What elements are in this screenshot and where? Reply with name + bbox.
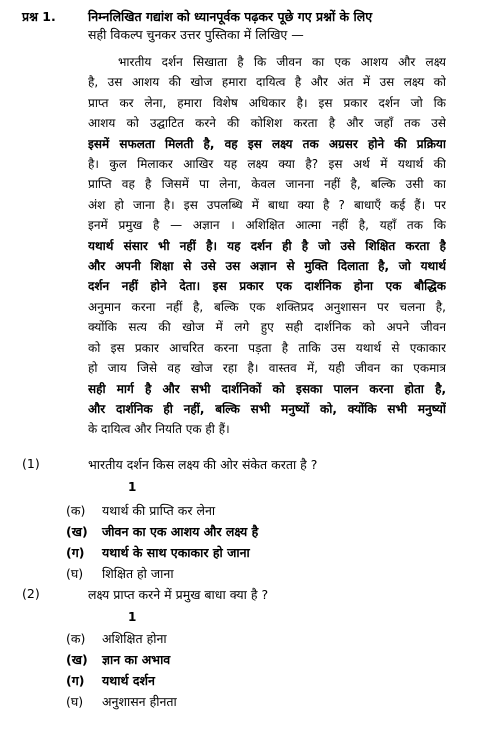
marks: 1: [128, 610, 137, 624]
option-text: जीवन का एक आशय और लक्ष्य है: [102, 524, 259, 539]
option-label: (ख): [66, 652, 88, 667]
option-text: यथार्थ के साथ एकाकार हो जाना: [102, 545, 250, 560]
option-text: यथार्थ की प्राप्ति कर लेना: [102, 503, 216, 518]
passage-line: आशय को उद्घाटित करने की कोशिश करता है और जहाँ तक उसे: [88, 116, 446, 131]
passage-line: है, उस आशय की खोज हमारा दायित्व है और अंत में उस लक्ष्य को: [88, 75, 446, 90]
option-1-ga[interactable]: [66, 544, 250, 561]
question-number: प्रश्न 1.: [22, 9, 56, 24]
option-1-ka[interactable]: [66, 502, 215, 519]
option-label: (घ): [66, 566, 84, 581]
passage-line: है। कुल मिलाकर आखिर यह लक्ष्य क्या है? इस अर्थ में यथार्थ की: [88, 157, 446, 172]
passage-line: क्योंकि सत्य की खोज में लगे हुए सही दार्शनिक को अपने जीवन: [88, 320, 446, 335]
option-2-gha[interactable]: [66, 693, 177, 710]
passage-line: अनुमान करना नहीं है, बल्कि एक शक्तिप्रद अनुशासन पर चलना है,: [88, 299, 446, 314]
option-1-kha[interactable]: [66, 523, 258, 540]
option-label: (ख): [66, 524, 88, 539]
passage-line: प्राप्त कर लेना, हमारा विशेष अधिकार है। इस प्रकार दर्शन जो कि: [88, 95, 446, 110]
option-label: (क): [66, 631, 86, 646]
passage-line: को इस प्रकार आचरित करना पड़ता है ताकि उस यथार्थ से एकाकार: [88, 340, 446, 355]
question-header: [22, 8, 468, 44]
option-text: अशिक्षित होना: [102, 631, 167, 646]
passage-line: इनमें प्रमुख है — अज्ञान । अशिक्षित आत्मा नहीं है, यहाँ तक कि: [88, 218, 446, 233]
passage-line: इसमें सफलता मिलती है, वह इस लक्ष्य तक अग्रसर होने की प्रक्रिया: [88, 136, 446, 151]
option-label: (ग): [66, 545, 85, 560]
option-text: शिक्षित हो जाना: [102, 566, 174, 581]
passage-line: भारतीय दर्शन सिखाता है कि जीवन का एक आशय और लक्ष्य: [118, 55, 446, 69]
option-label: (घ): [66, 694, 84, 709]
option-2-ka[interactable]: [66, 630, 167, 647]
passage-line: प्राप्ति वह है जिसमें पा लेना, केवल जानना नहीं है, बल्कि उसी का: [88, 177, 446, 192]
passage-line: अंश हो जाना है। इस उपलब्धि में बाधा क्या है ? बाधाएँ कई हैं। पर: [88, 197, 446, 212]
option-2-ga[interactable]: [66, 672, 155, 689]
option-text: अनुशासन हीनता: [102, 694, 177, 709]
passage-line: दर्शन नहीं होने देता। इस प्रकार एक दार्शनिक होना एक बौद्धिक: [88, 279, 446, 294]
passage-line: हो जाय जिसे वह खोज रहा है। वास्तव में, यही जीवन का एकमात्र: [88, 361, 446, 376]
passage: [88, 52, 446, 440]
passage-line: सही मार्ग है और सभी दार्शनिकों को इसका पालन करना होता है,: [88, 381, 446, 396]
sub-question-text: भारतीय दर्शन किस लक्ष्य की ओर संकेत करता है ?: [88, 457, 318, 472]
marks: 1: [128, 480, 137, 494]
instruction-line-1: निम्नलिखित गद्यांश को ध्यानपूर्वक पढ़कर पूछे गए प्रश्नों के लिए: [88, 9, 373, 24]
option-text: यथार्थ दर्शन: [102, 673, 155, 688]
option-2-kha[interactable]: [66, 651, 170, 668]
option-label: (ग): [66, 673, 85, 688]
sub-question-number: (1): [22, 456, 40, 471]
passage-line: यथार्थ संसार भी नहीं है। यह दर्शन ही है जो उसे शिक्षित करता है: [88, 238, 446, 253]
passage-line: के दायित्व और नियति एक ही हैं।: [88, 422, 230, 437]
sub-question-text: लक्ष्य प्राप्त करने में प्रमुख बाधा क्या है ?: [88, 587, 269, 602]
passage-line: और दार्शनिक ही नहीं, बल्कि सभी मनुष्यों को, क्योंकि सभी मनुष्यों: [88, 401, 446, 416]
passage-line: और अपनी शिक्षा से उसे उस अज्ञान से मुक्ति दिलाता है, जो यथार्थ: [88, 259, 446, 274]
sub-question-number: (2): [22, 586, 40, 601]
instruction-line-2: सही विकल्प चुनकर उत्तर पुस्तिका में लिखिए —: [88, 27, 304, 42]
option-label: (क): [66, 503, 86, 518]
option-text: ज्ञान का अभाव: [102, 652, 171, 667]
option-1-gha[interactable]: [66, 565, 174, 582]
